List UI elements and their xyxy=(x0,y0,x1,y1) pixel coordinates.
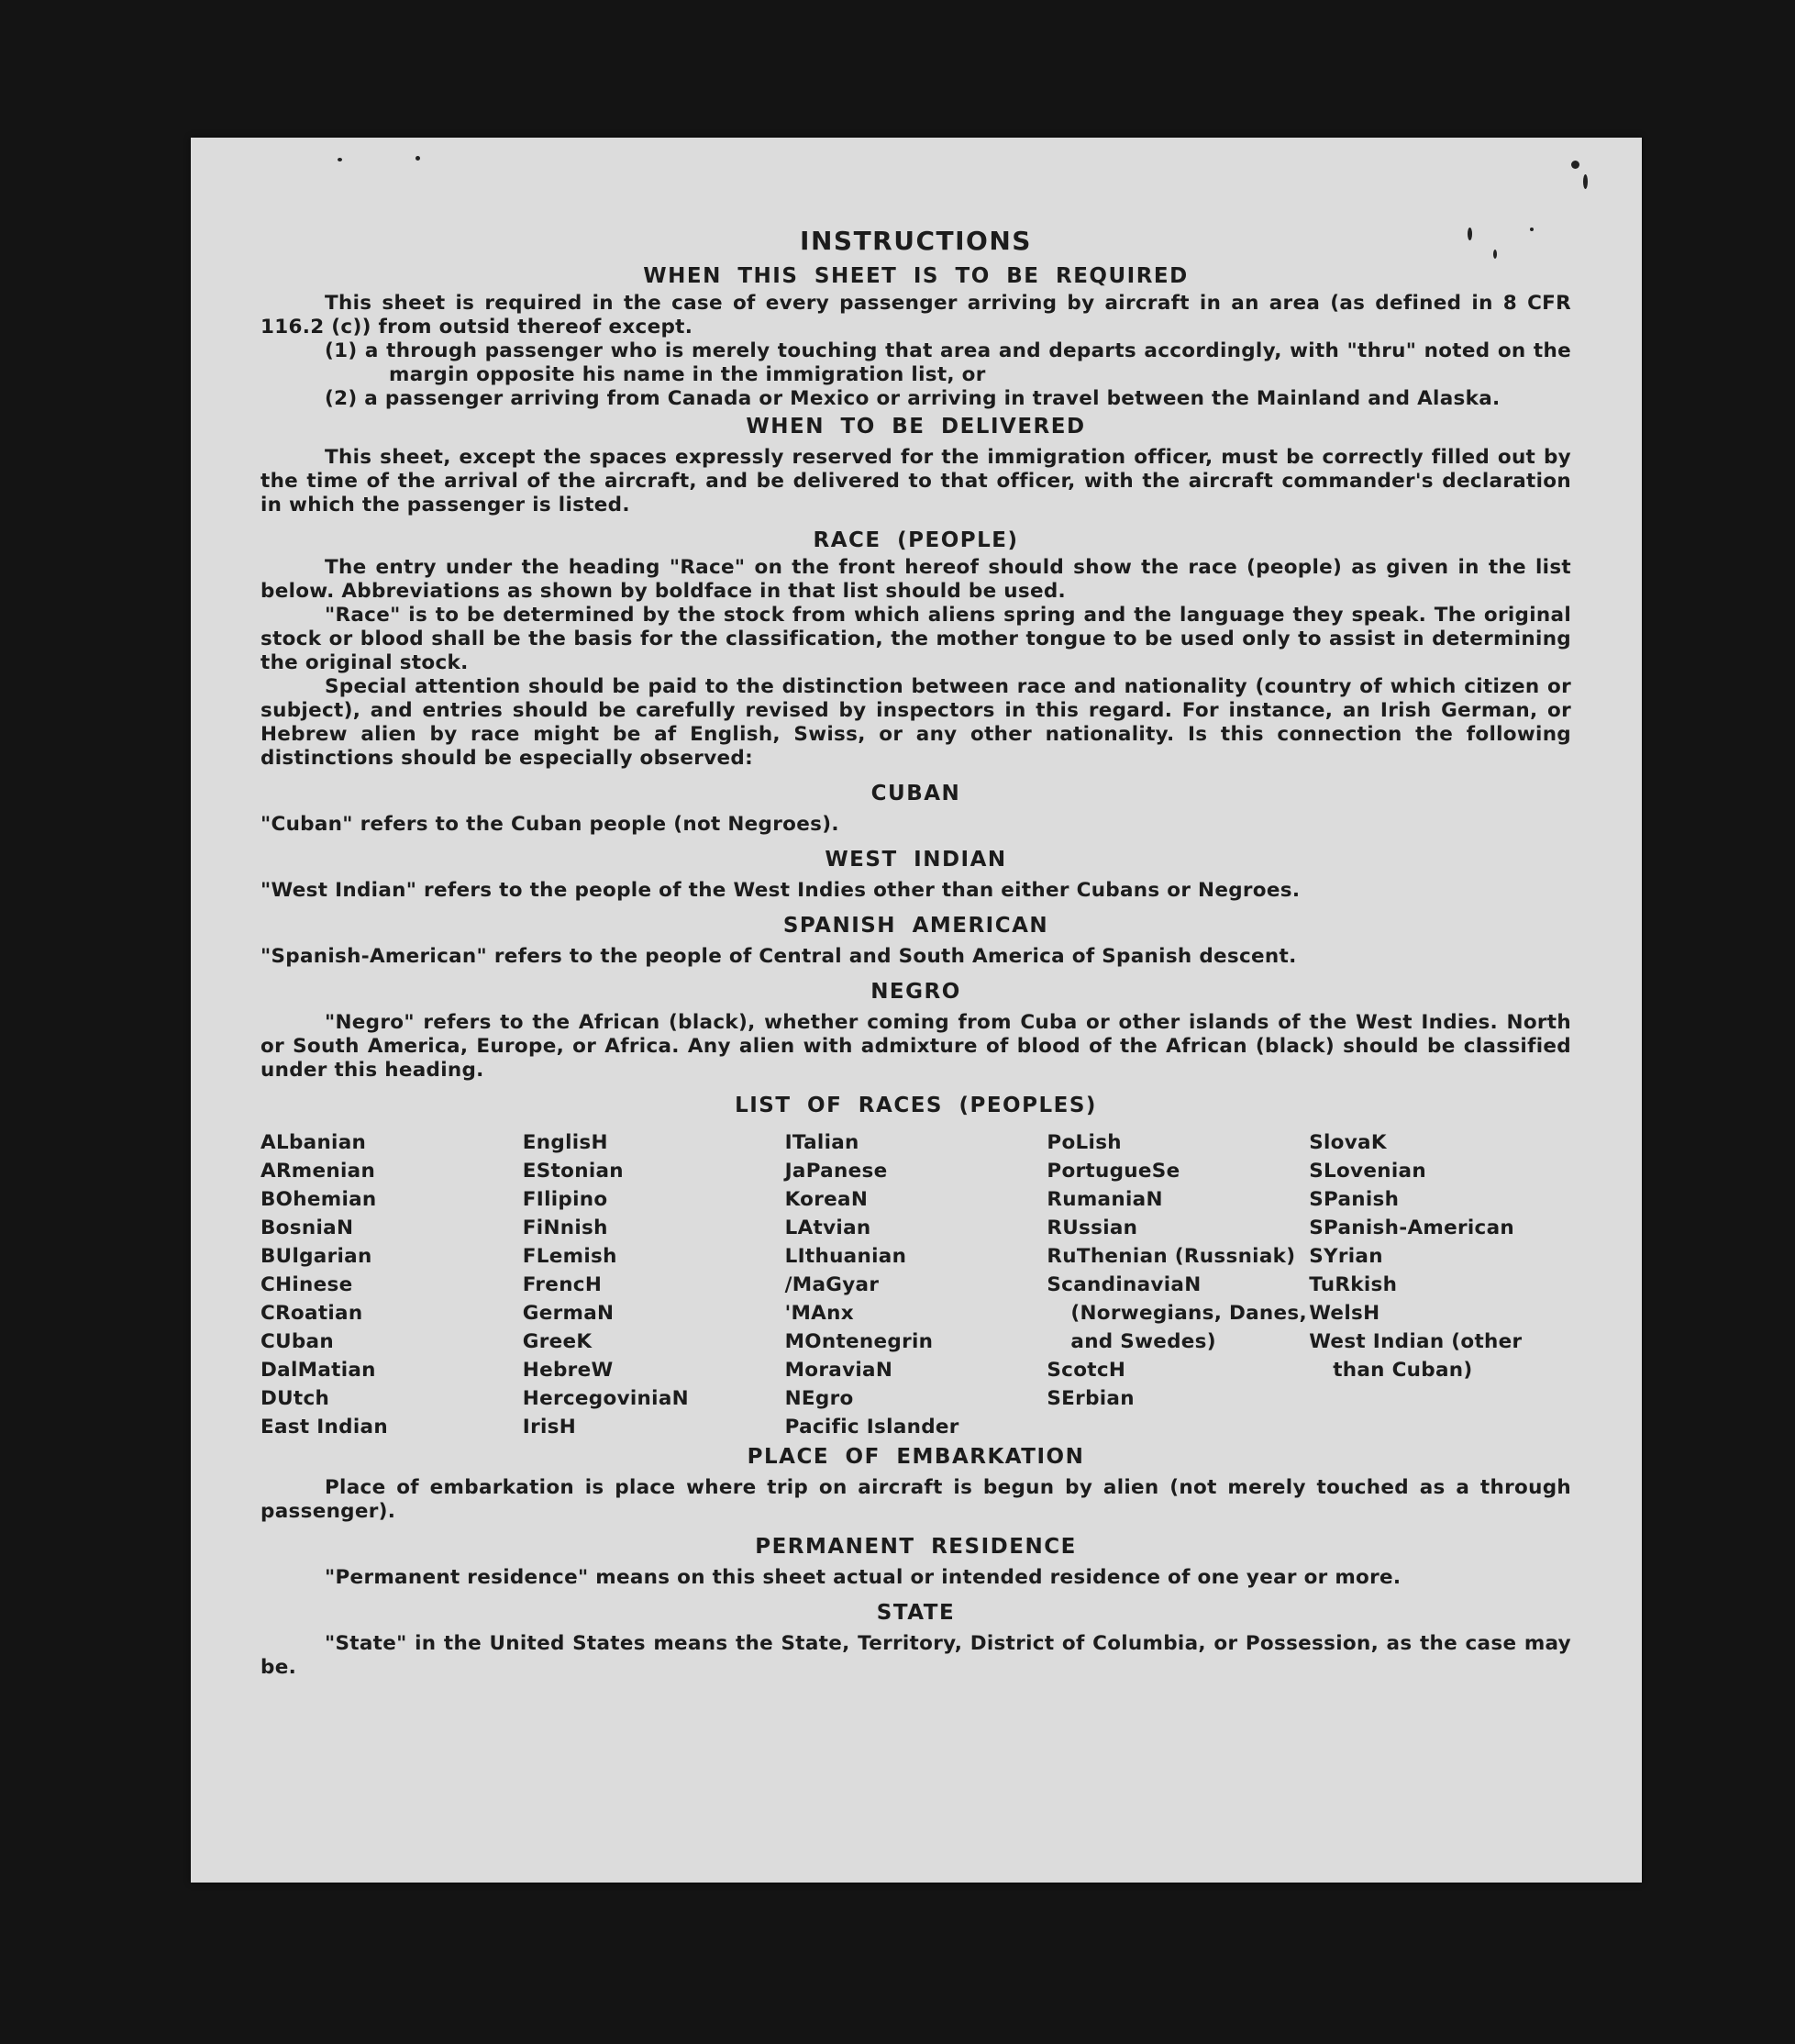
race-item: PortugueSe xyxy=(1047,1160,1180,1183)
instruction-sheet xyxy=(191,138,1642,1883)
race-item: SErbian xyxy=(1047,1387,1135,1410)
race-item: 'MAnx xyxy=(784,1302,854,1325)
ink-speck xyxy=(1583,174,1588,189)
race-column-2 xyxy=(523,1128,785,1441)
race-item: EnglisH xyxy=(522,1131,608,1154)
west-indian-text: "West Indian" refers to the people of the West Indies other than either Cubans or Negroes. xyxy=(260,879,1301,902)
race-item: RumaniaN xyxy=(1047,1188,1163,1211)
race-item: DUtch xyxy=(260,1387,330,1410)
race-item: NEgro xyxy=(784,1387,854,1410)
race-item: WelsH xyxy=(1309,1302,1380,1325)
race-item: KoreaN xyxy=(784,1188,869,1211)
race-item: West Indian (other than Cuban) xyxy=(1309,1330,1523,1382)
heading-cuban: CUBAN xyxy=(870,782,961,805)
race-item: ITalian xyxy=(784,1131,859,1154)
race-item: CUban xyxy=(260,1330,334,1353)
heading-when-required: WHEN THIS SHEET IS TO BE REQUIRED xyxy=(643,264,1189,288)
page-title: INSTRUCTIONS xyxy=(800,226,1032,256)
race-item: HercegoviniaN xyxy=(522,1387,689,1410)
race-item: PoLish xyxy=(1047,1131,1122,1154)
race-column-5 xyxy=(1309,1128,1571,1441)
race-item: LIthuanian xyxy=(784,1245,907,1268)
ink-speck xyxy=(416,156,420,161)
race-item: ARmenian xyxy=(260,1160,376,1183)
race-item: ScandinaviaN (Norwegians, Danes, and Swedes) xyxy=(1047,1273,1307,1353)
required-item-1: (1) a through passenger who is merely touching that area and departs accordingly, with "thru" noted on the margin opposite his name in the immigration list, or xyxy=(325,339,1571,386)
race-item: SYrian xyxy=(1309,1245,1383,1268)
race-column-3 xyxy=(785,1128,1047,1441)
race-item: GermaN xyxy=(522,1302,615,1325)
spanish-american-text: "Spanish-American" refers to the people of Central and South America of Spanish descent. xyxy=(260,945,1297,968)
race-item: SLovenian xyxy=(1309,1160,1426,1183)
required-item-2: (2) a passenger arriving from Canada or Mexico or arriving in travel between the Mainland and Alaska. xyxy=(325,387,1501,410)
race-item: GreeK xyxy=(522,1330,593,1353)
ink-speck xyxy=(1571,161,1579,169)
race-item: MOntenegrin xyxy=(784,1330,934,1353)
race-list xyxy=(260,1128,1571,1441)
race-item: RUssian xyxy=(1047,1216,1138,1239)
sheet-content xyxy=(260,226,1571,1680)
race-item: CRoatian xyxy=(260,1302,363,1325)
race-item: BUlgarian xyxy=(260,1245,372,1268)
heading-spanish-american: SPANISH AMERICAN xyxy=(782,914,1049,938)
heading-state: STATE xyxy=(876,1601,956,1625)
race-item: HebreW xyxy=(522,1359,614,1382)
heading-permanent-residence: PERMANENT RESIDENCE xyxy=(755,1535,1077,1559)
race-item: SPanish xyxy=(1309,1188,1400,1211)
required-intro: This sheet is required in the case of every passenger arriving by aircraft in an area (as defined in 8 CFR 116.2 (c)) from outsid thereof except. xyxy=(260,292,1571,339)
race-item: Pacific Islander xyxy=(784,1416,959,1439)
race-item: BosniaN xyxy=(260,1216,354,1239)
race-item: EStonian xyxy=(522,1160,624,1183)
race-column-1 xyxy=(260,1128,523,1441)
state-text: "State" in the United States means the State, Territory, District of Columbia, or Possession, as the case may be. xyxy=(260,1632,1571,1679)
race-item: /MaGyar xyxy=(784,1273,880,1296)
race-paragraph-2: "Race" is to be determined by the stock from which aliens spring and the language they speak. The original stock or blood shall be the basis for the classification, the mother tongue to be used only to assist in determining the original stock. xyxy=(260,604,1571,674)
race-item: LAtvian xyxy=(784,1216,871,1239)
cuban-text: "Cuban" refers to the Cuban people (not Negroes). xyxy=(260,813,839,836)
race-item: RuThenian (Russniak) xyxy=(1047,1245,1296,1268)
race-item: ALbanian xyxy=(260,1131,367,1154)
residence-text: "Permanent residence" means on this sheet actual or intended residence of one year or more. xyxy=(325,1566,1402,1589)
race-item: IrisH xyxy=(522,1416,577,1439)
negro-text: "Negro" refers to the African (black), whether coming from Cuba or other islands of the West Indies. North or South America, Europe, or Africa. Any alien with admixture of blood of the African (black) should be classified under this heading. xyxy=(260,1011,1571,1082)
race-item: CHinese xyxy=(260,1273,353,1296)
race-item: East Indian xyxy=(260,1416,388,1439)
race-item: SPanish-American xyxy=(1309,1216,1515,1239)
race-item: SlovaK xyxy=(1309,1131,1387,1154)
race-item: ScotcH xyxy=(1047,1359,1126,1382)
heading-when-delivered: WHEN TO BE DELIVERED xyxy=(746,415,1086,439)
race-item: BOhemian xyxy=(260,1188,377,1211)
race-item: FrencH xyxy=(522,1273,603,1296)
race-column-4 xyxy=(1047,1128,1309,1441)
race-item: FIlipino xyxy=(522,1188,608,1211)
race-item: MoraviaN xyxy=(784,1359,893,1382)
race-item: DalMatian xyxy=(260,1359,376,1382)
heading-list-of-races: LIST OF RACES (PEOPLES) xyxy=(735,1094,1097,1117)
race-paragraph-1: The entry under the heading "Race" on the front hereof should show the race (people) as given in the list below. Abbreviations as shown by boldface in that list should be used. xyxy=(260,556,1571,603)
race-item: TuRkish xyxy=(1309,1273,1398,1296)
race-item: FLemish xyxy=(522,1245,617,1268)
embarkation-text: Place of embarkation is place where trip on aircraft is begun by alien (not merely touched as a through passenger). xyxy=(260,1476,1571,1523)
race-item: FiNnish xyxy=(522,1216,608,1239)
race-item: JaPanese xyxy=(784,1160,888,1183)
ink-speck xyxy=(338,158,342,161)
heading-place-of-embarkation: PLACE OF EMBARKATION xyxy=(747,1445,1085,1469)
heading-race: RACE (PEOPLE) xyxy=(813,528,1019,552)
heading-west-indian: WEST INDIAN xyxy=(825,848,1007,872)
delivered-text: This sheet, except the spaces expressly reserved for the immigration officer, must be correctly filled out by the time of the arrival of the aircraft, and be delivered to that officer, with the aircraft commander's declaration in which the passenger is listed. xyxy=(260,446,1571,517)
race-paragraph-3: Special attention should be paid to the distinction between race and nationality (country of which citizen or subject), and entries should be carefully revised by inspectors in this regard. For instance, an Irish German, or Hebrew alien by race might be af English, Swiss, or any other nationality. Is this connection the following distinctions should be especially observed: xyxy=(260,675,1571,770)
heading-negro: NEGRO xyxy=(870,980,961,1004)
